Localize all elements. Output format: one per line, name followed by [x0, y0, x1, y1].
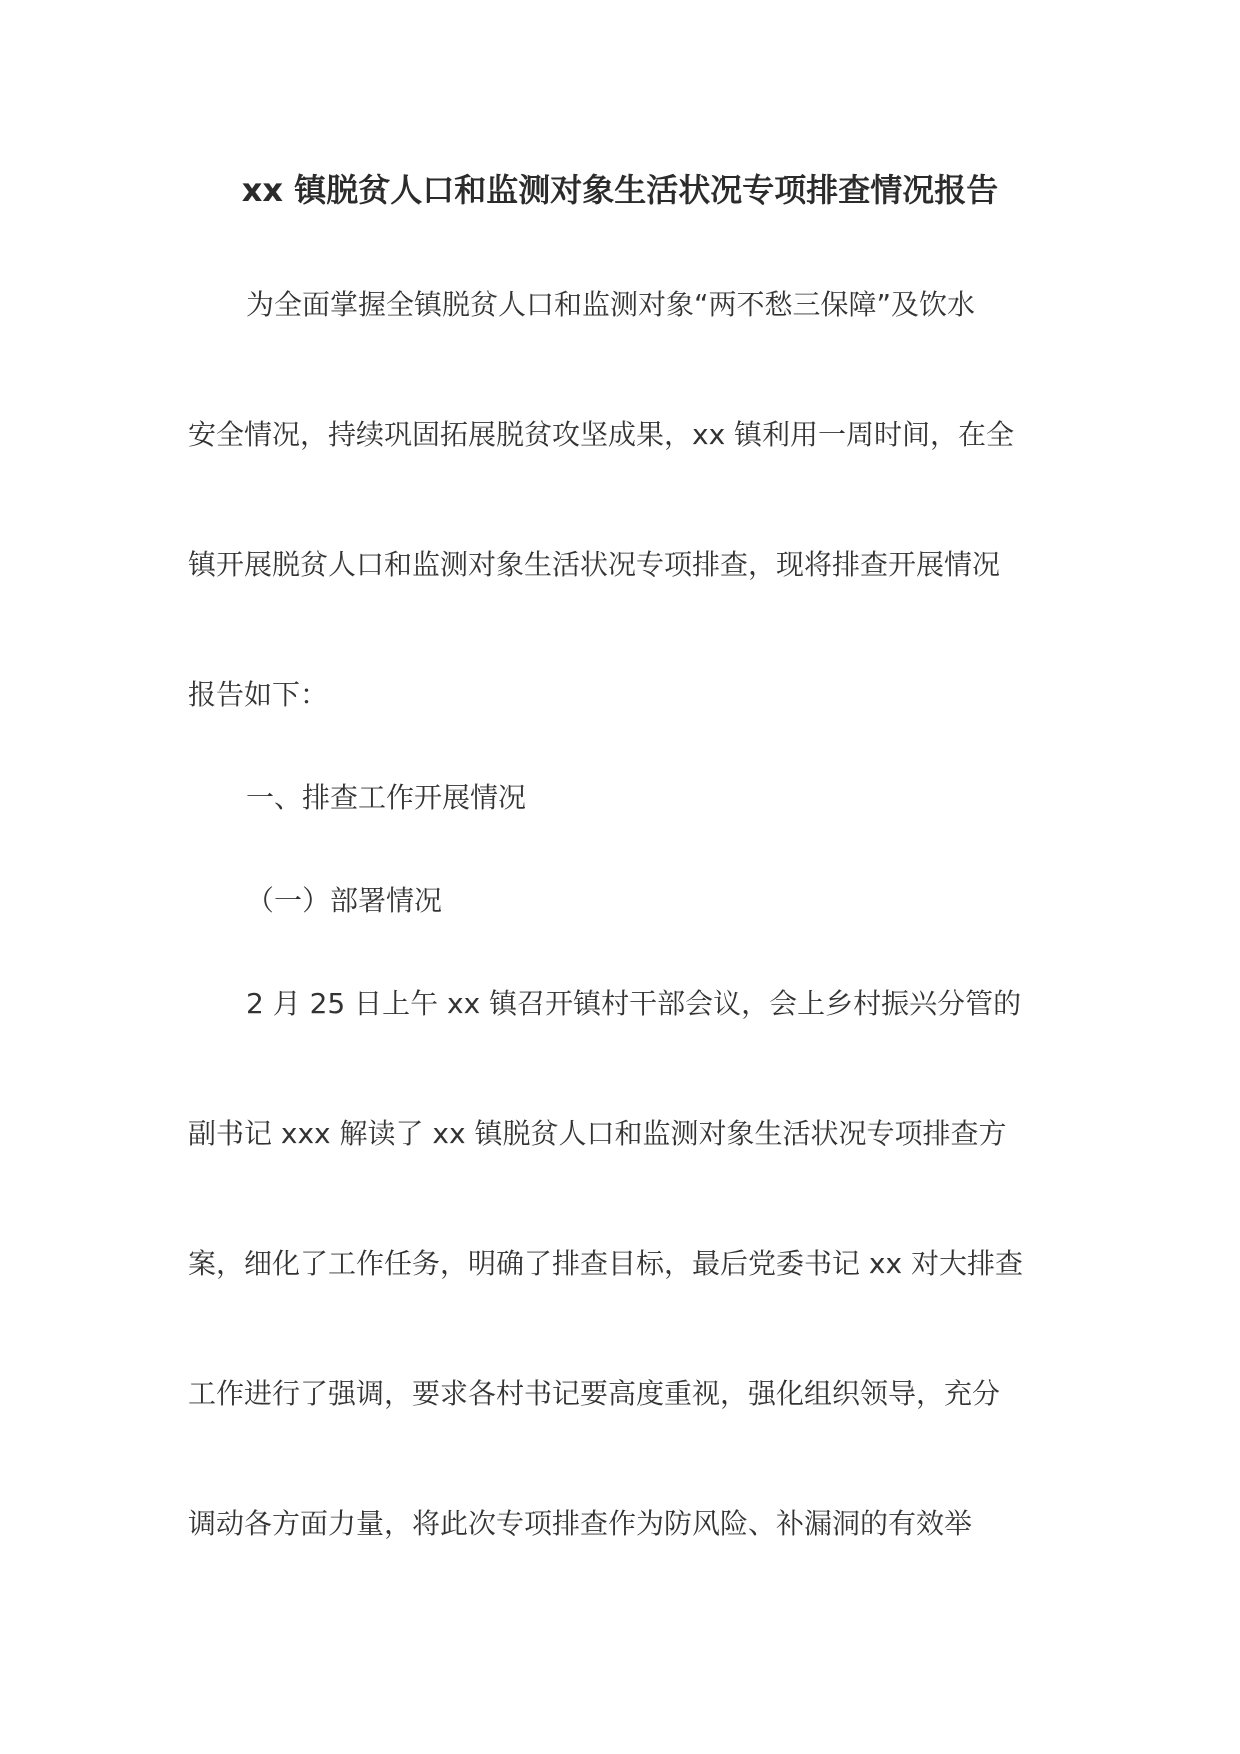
document-title: xx 镇脱贫人口和监测对象生活状况专项排查情况报告: [241, 171, 999, 209]
paragraph-line: 安全情况，持续巩固拓展脱贫攻坚成果，xx 镇利用一周时间，在全: [188, 418, 1015, 451]
paragraph-line: 副书记 xxx 解读了 xx 镇脱贫人口和监测对象生活状况专项排查方: [188, 1117, 1007, 1150]
paragraph-line: 调动各方面力量，将此次专项排查作为防风险、补漏洞的有效举: [188, 1507, 973, 1540]
paragraph-line: 为全面掌握全镇脱贫人口和监测对象“两不愁三保障”及饮水: [246, 288, 976, 321]
subsection-heading: （一）部署情况: [246, 884, 443, 917]
paragraph-line: 2 月 25 日上午 xx 镇召开镇村干部会议，会上乡村振兴分管的: [246, 987, 1022, 1020]
paragraph-line: 报告如下：: [188, 678, 329, 711]
paragraph-line: 镇开展脱贫人口和监测对象生活状况专项排查，现将排查开展情况: [188, 548, 1001, 581]
section-heading: 一、排查工作开展情况: [246, 781, 527, 814]
paragraph-line: 工作进行了强调，要求各村书记要高度重视，强化组织领导，充分: [188, 1377, 1001, 1410]
paragraph-line: 案，细化了工作任务，明确了排查目标，最后党委书记 xx 对大排查: [188, 1247, 1023, 1280]
